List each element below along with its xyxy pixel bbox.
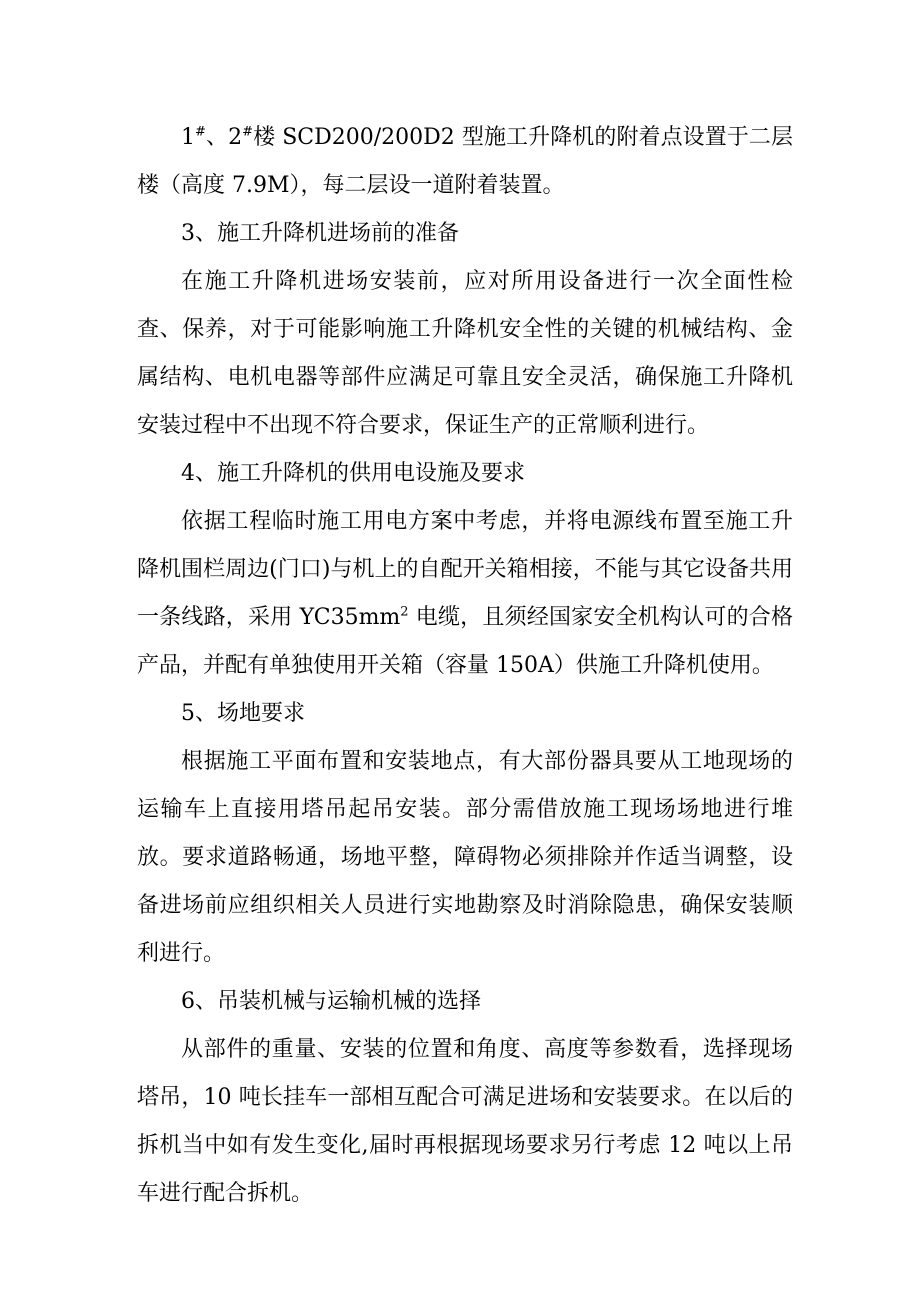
section-heading-4: 4、施工升降机的供用电设施及要求 [181,461,525,486]
paragraph-attachment-points [137,114,793,210]
document-body [137,114,793,1218]
section-heading-5: 5、场地要求 [181,701,305,726]
paragraph-attachment-text: 楼 SCD200/200D2 型施工升降机的附着点设置于二层楼（高度 7.9M），每二层设一道附着装置。 [137,125,794,198]
superscript-squared: 2 [400,604,409,620]
section-heading-6: 6、吊装机械与运输机械的选择 [181,989,481,1014]
paragraph-machinery-selection: 从部件的重量、安装的位置和角度、高度等参数看，选择现场塔吊，10 吨长挂车一部相互配合可满足进场和安装要求。在以后的拆机当中如有发生变化,届时再根据现场要求另行考虑 12 吨以上吊车进行配合拆机。 [137,1037,793,1206]
power-supply-text-a: 依据工程临时施工用电方案中考虑，并将电源线布置至施工升降机围栏周边(门口)与机上的自配开关箱相接，不能与其它设备共用一条线路，采用 YC35mm [137,509,793,630]
paragraph-power-supply [137,498,793,690]
paragraph-site-requirements: 根据施工平面布置和安装地点，有大部份器具要从工地现场的运输车上直接用塔吊起吊安装。部分需借放施工现场场地进行堆放。要求道路畅通，场地平整，障碍物必须排除并作适当调整，设备进场前应组织相关人员进行实地勘察及时消除隐患，确保安装顺利进行。 [137,749,793,966]
superscript-hash-1: # [195,124,206,140]
section-heading-3: 3、施工升降机进场前的准备 [181,221,459,246]
power-supply-text-b: 电缆，且须经国家安全机构认可的合格产品，并配有单独使用开关箱（容量 150A）供施工升降机使用。 [137,605,793,678]
building-number-1: 1 [181,125,195,150]
paragraph-preparation: 在施工升降机进场安装前，应对所用设备进行一次全面性检查、保养，对于可能影响施工升降机安全性的关键的机械结构、金属结构、电机电器等部件应满足可靠且安全灵活，确保施工升降机安装过程中不出现不符合要求，保证生产的正常顺利进行。 [137,269,793,438]
superscript-hash-2: # [242,124,253,140]
building-number-2: 、2 [205,125,243,150]
